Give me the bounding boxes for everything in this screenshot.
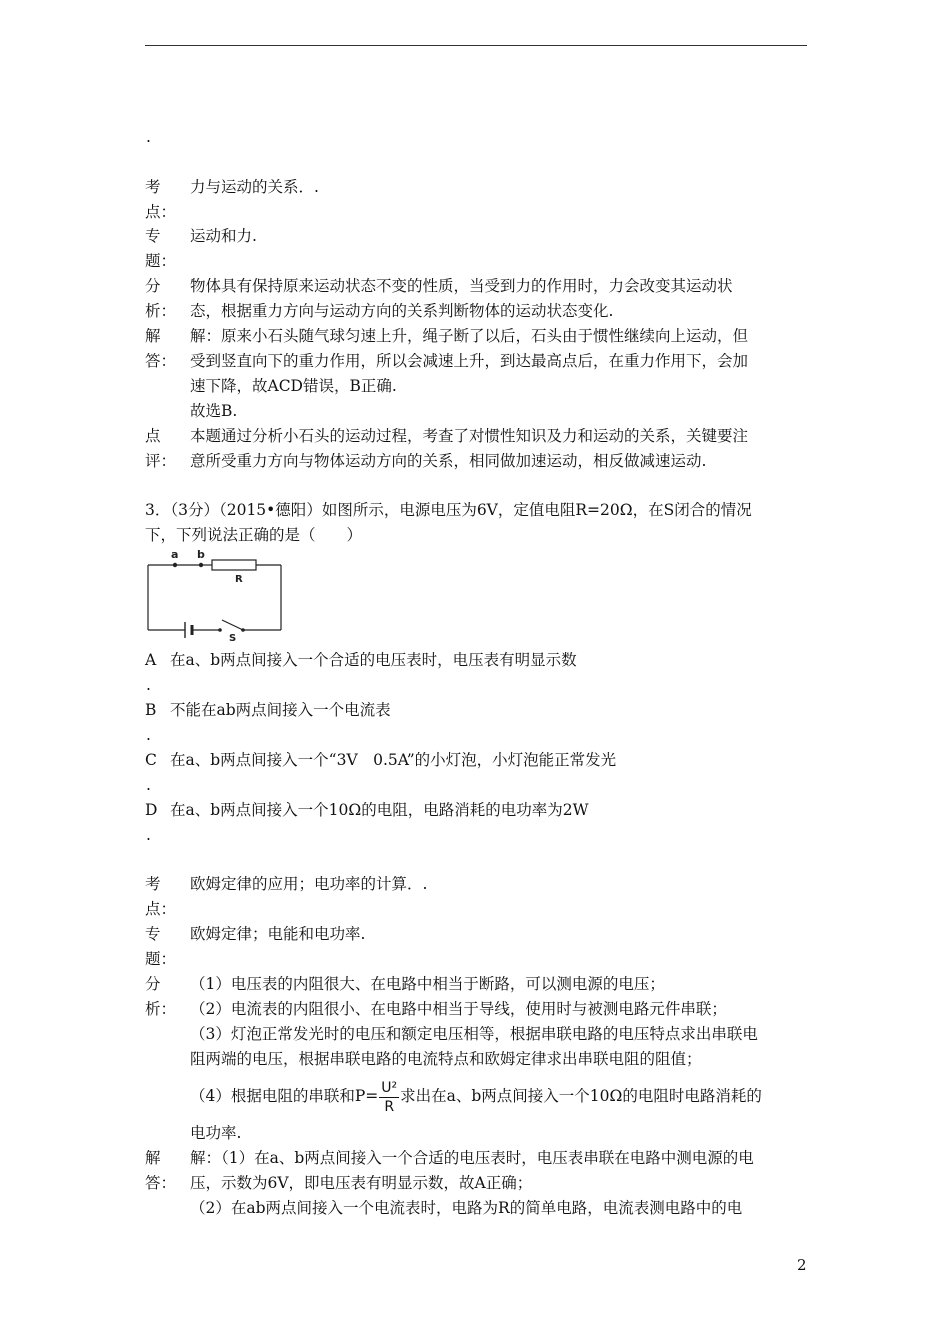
label: 答： — [145, 1174, 177, 1192]
fenxi-line: （1）电压表的内阻很大、在电路中相当于断路，可以测电源的电压； — [190, 975, 665, 993]
zhuanti-text: 欧姆定律；电能和电功率. — [190, 925, 366, 943]
option-text: 在a、b两点间接入一个“3V 0.5A”的小灯泡，小灯泡能正常发光 — [170, 751, 617, 769]
label: 析： — [145, 302, 177, 320]
fenxi-line: 阻两端的电压，根据串联电路的电流特点和欧姆定律求出串联电阻的阻值； — [190, 1050, 702, 1068]
option-dot: . — [146, 676, 151, 694]
label: 解 — [145, 327, 161, 345]
label: 析： — [145, 1000, 177, 1018]
jieda-line: （2）在ab两点间接入一个电流表时，电路为R的简单电路，电流表测电路中的电 — [190, 1199, 743, 1217]
fenxi-line: （2）电流表的内阻很小、在电路中相当于导线，使用时与被测电路元件串联； — [190, 1000, 727, 1018]
formula-suffix: 求出在a、b两点间接入一个10Ω的电阻时电路消耗的 — [400, 1087, 762, 1105]
option-dot: . — [146, 726, 151, 744]
label: 答： — [145, 352, 177, 370]
label: 考 — [145, 178, 161, 196]
option-letter: C — [145, 751, 157, 769]
fraction-denominator: R — [384, 1098, 395, 1115]
fenxi-line: 电功率. — [190, 1124, 242, 1142]
label-a: a — [171, 548, 179, 561]
option-dot: . — [146, 776, 151, 794]
switch-pivot — [241, 628, 245, 632]
terminal-a — [173, 563, 177, 567]
option-text: 不能在ab两点间接入一个电流表 — [170, 701, 391, 719]
power-fraction — [379, 1079, 399, 1116]
fraction-numerator: U² — [381, 1079, 398, 1096]
label: 专 — [145, 925, 161, 943]
jieda-line: 受到竖直向下的重力作用，所以会减速上升，到达最高点后，在重力作用下，会加 — [190, 352, 749, 370]
label-r: R — [235, 574, 243, 585]
label: 点： — [145, 900, 177, 918]
terminal-b — [199, 563, 203, 567]
option-text: 在a、b两点间接入一个合适的电压表时，电压表有明显示数 — [170, 651, 577, 669]
question-line: 下，下列说法正确的是（ ） — [145, 526, 363, 544]
label: 专 — [145, 227, 161, 245]
question-line: 3．（3分）（2015•德阳）如图所示，电源电压为6V，定值电阻R=20Ω，在S闭合的情况 — [145, 501, 752, 519]
option-letter: A — [145, 651, 157, 669]
fenxi-formula-line — [190, 1076, 762, 1116]
label: 题： — [145, 950, 177, 968]
label: 点 — [145, 427, 161, 445]
formula-prefix: （4）根据电阻的串联和P= — [190, 1087, 379, 1105]
option-letter: D — [145, 801, 158, 819]
jieda-line: 解：（1）在a、b两点间接入一个合适的电压表时，电压表串联在电路中测电源的电 — [190, 1149, 754, 1167]
fenxi-line: 态，根据重力方向与运动方向的关系判断物体的运动状态变化. — [190, 302, 614, 320]
zhuanti-text: 运动和力. — [190, 227, 257, 245]
option-text: 在a、b两点间接入一个10Ω的电阻，电路消耗的电功率为2W — [170, 801, 589, 819]
label: 评： — [145, 452, 177, 470]
label: 题： — [145, 252, 177, 270]
fenxi-line: 物体具有保持原来运动状态不变的性质，当受到力的作用时，力会改变其运动状 — [190, 277, 733, 295]
fenxi-line: （3）灯泡正常发光时的电压和额定电压相等，根据串联电路的电压特点求出串联电 — [190, 1025, 758, 1043]
kaodian-text: 欧姆定律的应用；电功率的计算．. — [190, 875, 428, 893]
jieda-line: 解：原来小石头随气球匀速上升，绳子断了以后，石头由于惯性继续向上运动，但 — [190, 327, 749, 345]
label-s: S — [229, 633, 237, 644]
dianping-line: 意所受重力方向与物体运动方向的关系，相同做加速运动，相反做减速运动. — [190, 452, 707, 470]
kaodian-text: 力与运动的关系．. — [190, 178, 319, 196]
label-b: b — [197, 548, 205, 561]
header-rule — [145, 45, 807, 46]
dianping-line: 本题通过分析小石头的运动过程，考查了对惯性知识及力和运动的关系，关键要注 — [190, 427, 749, 445]
label: 解 — [145, 1149, 161, 1167]
jieda-line: 速下降，故ACD错误，B正确. — [190, 377, 397, 395]
label: 分 — [145, 975, 161, 993]
jieda-line: 压，示数为6V，即电压表有明显示数，故A正确； — [190, 1174, 533, 1192]
label: 分 — [145, 277, 161, 295]
option-dot: . — [146, 826, 151, 844]
option-letter: B — [145, 701, 157, 719]
switch-contact — [218, 628, 222, 632]
label: 点： — [145, 203, 177, 221]
circuit-diagram — [140, 548, 290, 648]
top-dot: . — [146, 128, 151, 146]
label: 考 — [145, 875, 161, 893]
jieda-line: 故选B. — [190, 402, 238, 420]
page-number: 2 — [797, 1256, 807, 1274]
